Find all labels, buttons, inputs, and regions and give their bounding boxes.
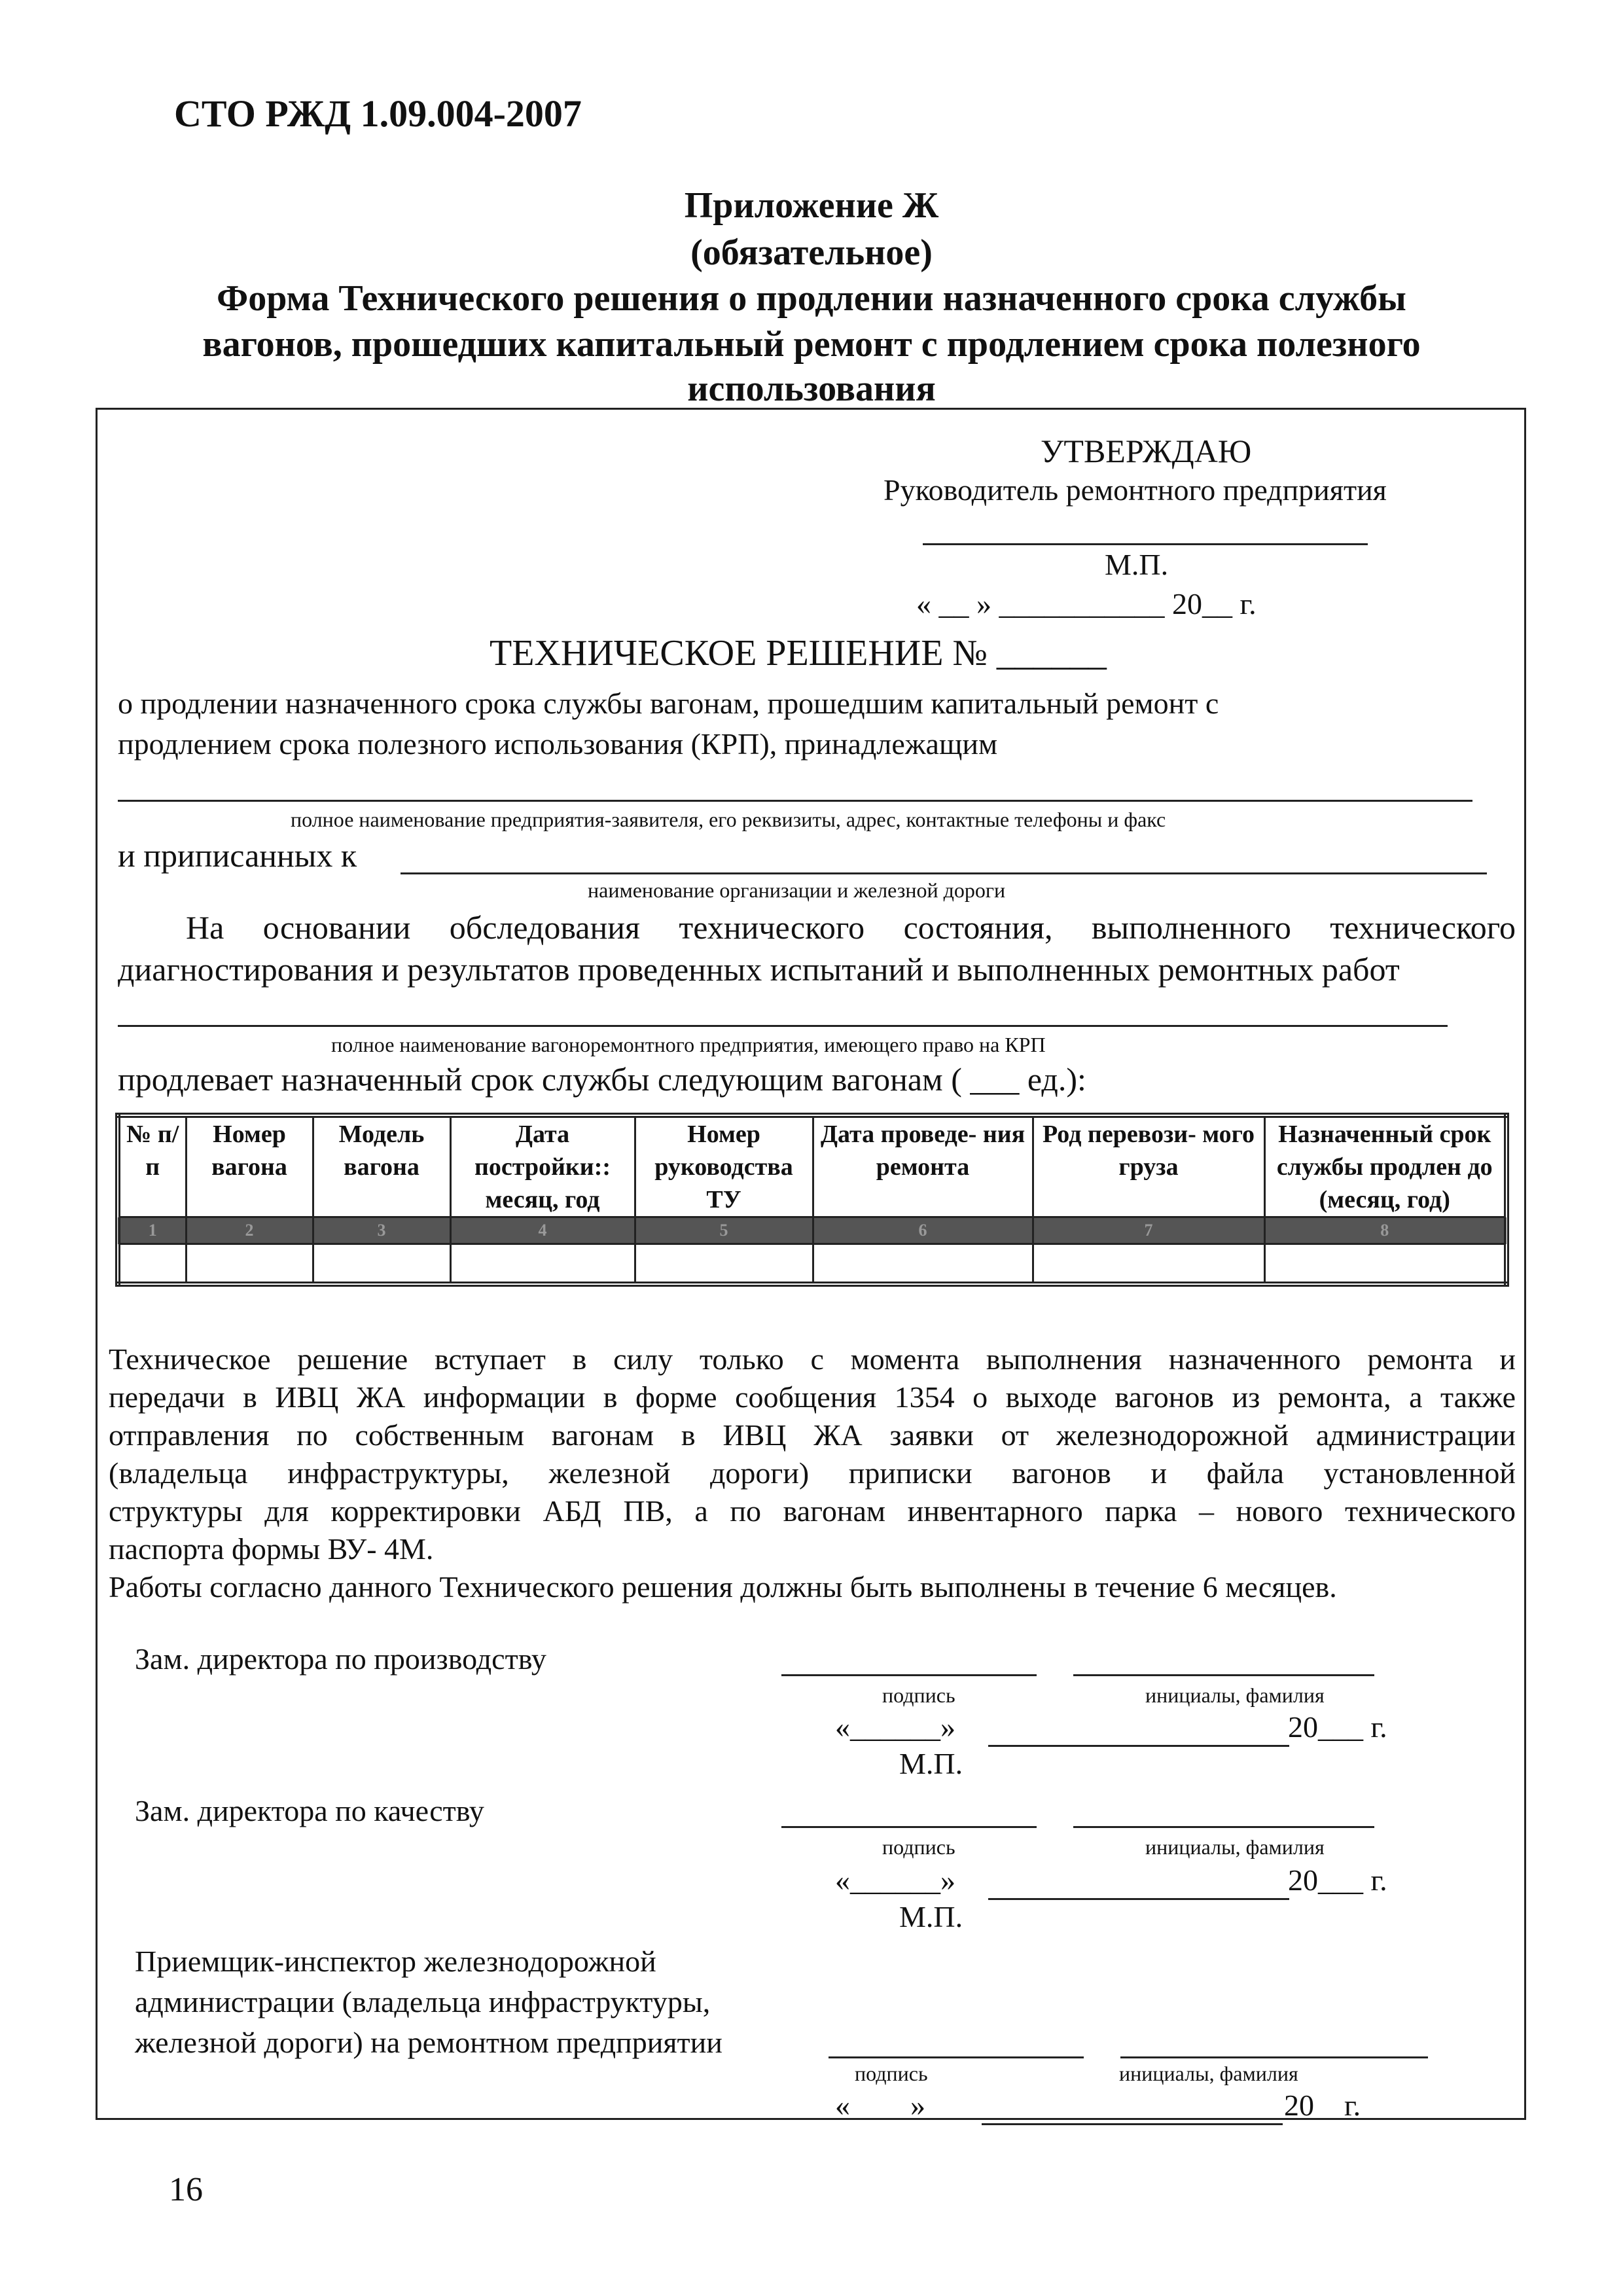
stamp-label: М.П. [899,1900,963,1933]
applicant-caption: полное наименование предприятия-заявителя, его реквизиты, адрес, контактные телефоны и факс [291,808,1166,831]
name-field[interactable] [1073,1826,1374,1828]
signature-caption: подпись [855,2062,928,2085]
deputy-quality-label: Зам. директора по качеству [135,1794,484,1827]
signature-field[interactable] [781,1826,1037,1828]
document-code: СТО РЖД 1.09.004-2007 [174,92,582,135]
notice-line-2: передачи в ИВЦ ЖА информации в форме сообщения 1354 о выходе вагонов из ремонта, а также [109,1380,1516,1414]
date-month-field[interactable] [982,2123,1283,2125]
approver-position: Руководитель ремонтного предприятия [883,473,1387,507]
inspector-label-line-2: администрации (владельца инфраструктуры, [135,1985,711,2018]
form-title-line-2: вагонов, прошедших капитальный ремонт с продлением срока полезного [202,324,1421,365]
table-header-row [118,1115,1507,1217]
date-day-field[interactable]: « » [835,2089,925,2122]
notice-line-1: Техническое решение вступает в силу только с момента выполнения назначенного ремонта и [109,1342,1516,1376]
date-month-field[interactable] [988,1898,1289,1900]
applicant-name-field[interactable] [118,800,1472,802]
notice-line-4: (владельца инфраструктуры, железной дороги) приписки вагонов и файла установленной [109,1456,1516,1490]
column-number-cell: 2 [186,1217,313,1244]
date-day-field[interactable]: «______» [835,1710,955,1744]
col-header-wagon-model: Модель вагона [313,1115,450,1217]
col-header-build-date: Дата постройки:: месяц, год [450,1115,635,1217]
page-number: 16 [169,2171,203,2208]
column-number-cell: 4 [450,1217,635,1244]
table-cell[interactable] [1264,1244,1507,1285]
date-year-field[interactable]: 20___ г. [1288,1863,1387,1897]
signature-field[interactable] [829,2056,1084,2058]
table-row[interactable] [118,1244,1507,1285]
approve-date[interactable]: « __ » ___________ 20__ г. [916,587,1257,620]
repair-enterprise-field[interactable] [118,1025,1448,1027]
organization-field[interactable] [401,872,1487,874]
date-month-field[interactable] [988,1745,1289,1747]
decision-line-2: продлением срока полезного использования (КРП), принадлежащим [118,727,998,761]
decision-heading: ТЕХНИЧЕСКОЕ РЕШЕНИЕ № ______ [490,633,1107,673]
table-cell[interactable] [313,1244,450,1285]
signature-caption: подпись [882,1683,955,1707]
name-caption: инициалы, фамилия [1119,2062,1298,2085]
notice-line-3: отправления по собственным вагонам в ИВЦ ЖА заявки от железнодорожной администрации [109,1418,1516,1452]
col-header-number: № п/п [118,1115,186,1217]
date-day-field[interactable]: «______» [835,1863,955,1897]
col-header-cargo-type: Род перевози- мого груза [1033,1115,1264,1217]
date-year-field[interactable]: 20 г. [1284,2089,1361,2122]
notice-line-5: структуры для корректировки АБД ПВ, а по вагонам инвентарного парка – нового технического [109,1494,1516,1528]
notice-line-6: паспорта формы ВУ- 4М. [109,1532,434,1566]
inspector-label-line-1: Приемщик-инспектор железнодорожной [135,1945,656,1978]
table-cell[interactable] [635,1244,813,1285]
date-year-field[interactable]: 20___ г. [1288,1710,1387,1744]
table-row [118,1217,1507,1244]
organization-caption: наименование организации и железной дороги [588,878,1006,902]
table-cell[interactable] [118,1244,186,1285]
table-cell[interactable] [186,1244,313,1285]
column-number-cell: 1 [118,1217,186,1244]
stamp-label: М.П. [899,1747,963,1780]
col-header-extended-term: Назначенный срок службы продлен до (месяц, год) [1264,1115,1507,1217]
form-title-line-1: Форма Технического решения о продлении назначенного срока службы [217,278,1406,319]
name-field[interactable] [1073,1674,1374,1676]
wagons-table [115,1113,1509,1287]
repair-enterprise-caption: полное наименование вагоноремонтного предприятия, имеющего право на КРП [331,1033,1046,1056]
name-caption: инициалы, фамилия [1145,1683,1325,1707]
form-title-line-3: использования [687,368,936,409]
column-number-cell: 8 [1264,1217,1507,1244]
table-cell[interactable] [813,1244,1033,1285]
col-header-manual-number: Номер руководства ТУ [635,1115,813,1217]
approve-stamp: М.П. [1105,548,1169,581]
extends-line: продлевает назначенный срок службы следующим вагонам ( ___ ед.): [118,1061,1086,1098]
signature-field[interactable] [781,1674,1037,1676]
approve-label: УТВЕРЖДАЮ [1041,433,1252,469]
assigned-label: и приписанных к [118,837,357,874]
table-cell[interactable] [450,1244,635,1285]
column-number-cell: 5 [635,1217,813,1244]
col-header-wagon-number: Номер вагона [186,1115,313,1217]
appendix-title: Приложение Ж [684,185,939,226]
name-caption: инициалы, фамилия [1145,1835,1325,1859]
deputy-production-label: Зам. директора по производству [135,1642,546,1676]
table-cell[interactable] [1033,1244,1264,1285]
basis-line-1: На основании обследования технического состояния, выполненного технического [186,909,1516,946]
name-field[interactable] [1120,2056,1428,2058]
inspector-label-line-3: железной дороги) на ремонтном предприятии [135,2026,722,2059]
column-number-cell: 6 [813,1217,1033,1244]
col-header-repair-date: Дата проведе- ния ремонта [813,1115,1033,1217]
basis-line-2: диагностирования и результатов проведенных испытаний и выполненных ремонтных работ [118,951,1400,988]
approver-signature-line[interactable] [923,543,1368,545]
column-number-cell: 7 [1033,1217,1264,1244]
deadline-text: Работы согласно данного Технического решения должны быть выполнены в течение 6 месяцев. [109,1570,1337,1604]
decision-line-1: о продлении назначенного срока службы вагонам, прошедшим капитальный ремонт с [118,687,1219,720]
signature-caption: подпись [882,1835,955,1859]
column-number-cell: 3 [313,1217,450,1244]
appendix-status: (обязательное) [690,232,933,273]
